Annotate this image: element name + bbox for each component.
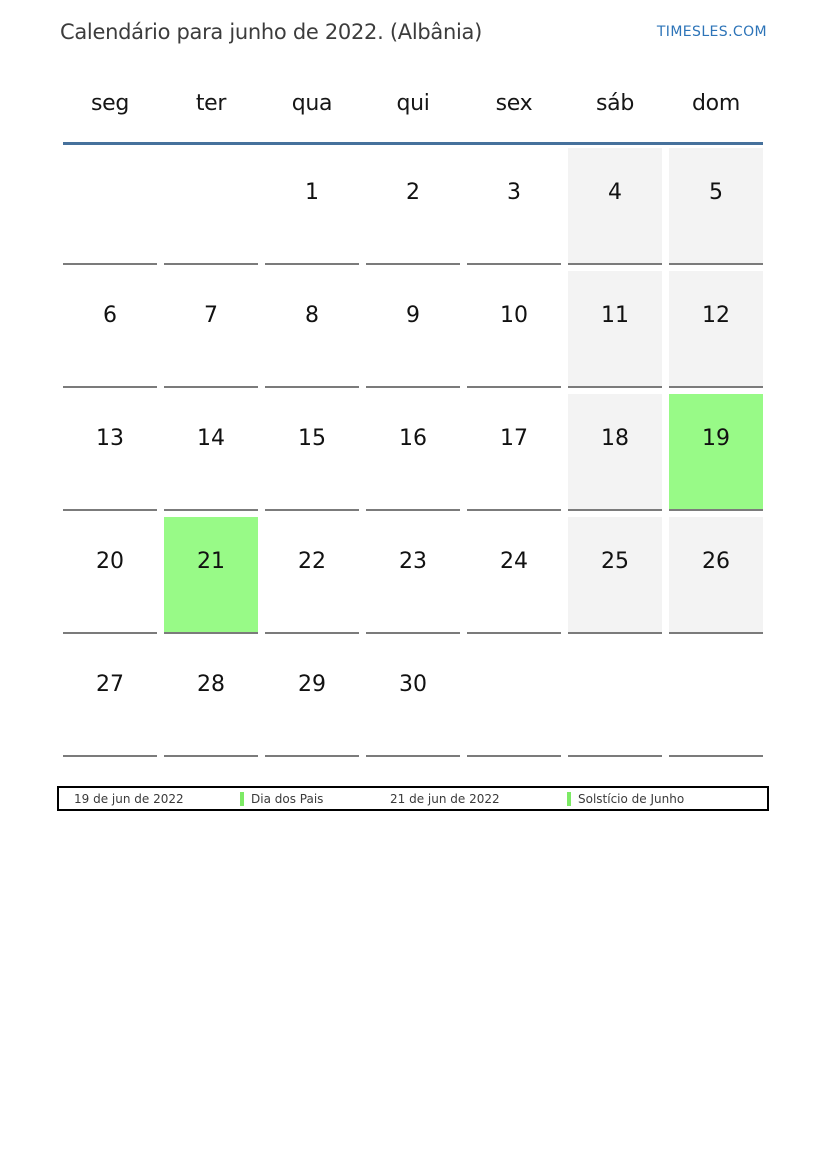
day-number [467, 640, 561, 672]
day-number: 6 [103, 303, 117, 328]
week-row [63, 517, 763, 640]
day-number [63, 148, 157, 180]
calendar-cell-day-27 [63, 640, 157, 757]
day-number: 23 [399, 549, 427, 574]
calendar-cell-day-8 [265, 271, 359, 388]
weekday-header-seg: seg [90, 90, 130, 116]
calendar [63, 85, 763, 763]
week-row [63, 271, 763, 394]
week-row [63, 148, 763, 271]
legend-date-text: 21 de jun de 2022 [390, 791, 500, 806]
legend-label [567, 788, 684, 809]
calendar-cell-day-26 [669, 517, 763, 634]
day-number: 21 [197, 549, 225, 574]
day-number: 12 [702, 303, 730, 328]
calendar-cell-day-7 [164, 271, 258, 388]
day-number: 1 [305, 180, 319, 205]
day-number: 30 [399, 672, 427, 697]
calendar-cell-day-4 [568, 148, 662, 265]
weekday-header-sex: sex [495, 90, 533, 116]
calendar-cell-day-19 [669, 394, 763, 511]
brand-link[interactable]: TIMESLES.COM [656, 24, 767, 40]
calendar-cell-day-18 [568, 394, 662, 511]
calendar-cell-day-30 [366, 640, 460, 757]
day-number: 15 [298, 426, 326, 451]
day-number: 22 [298, 549, 326, 574]
calendar-cell-day-10 [467, 271, 561, 388]
legend-label [240, 788, 323, 809]
day-number: 3 [507, 180, 521, 205]
day-number: 19 [702, 426, 730, 451]
header-divider [63, 142, 763, 145]
day-number: 25 [601, 549, 629, 574]
day-number: 26 [702, 549, 730, 574]
calendar-cell-day-28 [164, 640, 258, 757]
calendar-cell-day-2 [366, 148, 460, 265]
day-number: 11 [601, 303, 629, 328]
day-number: 8 [305, 303, 319, 328]
calendar-grid [63, 148, 763, 763]
event-marker-icon [567, 792, 571, 806]
week-row [63, 640, 763, 763]
calendar-cell-day-1 [265, 148, 359, 265]
calendar-cell-empty [467, 640, 561, 757]
day-number: 16 [399, 426, 427, 451]
calendar-cell-day-11 [568, 271, 662, 388]
day-number: 27 [96, 672, 124, 697]
day-number: 7 [204, 303, 218, 328]
legend [57, 786, 769, 811]
calendar-cell-day-16 [366, 394, 460, 511]
calendar-cell-day-9 [366, 271, 460, 388]
day-number: 18 [601, 426, 629, 451]
day-number: 2 [406, 180, 420, 205]
day-number: 4 [608, 180, 622, 205]
day-number: 14 [197, 426, 225, 451]
calendar-cell-day-14 [164, 394, 258, 511]
calendar-cell-empty [63, 148, 157, 265]
day-number: 17 [500, 426, 528, 451]
legend-date-text: 19 de jun de 2022 [74, 791, 184, 806]
weekday-header-qui: qui [396, 90, 430, 116]
calendar-cell-day-17 [467, 394, 561, 511]
day-number: 20 [96, 549, 124, 574]
day-number: 29 [298, 672, 326, 697]
day-number: 13 [96, 426, 124, 451]
calendar-cell-day-23 [366, 517, 460, 634]
day-number [669, 640, 763, 672]
calendar-cell-empty [568, 640, 662, 757]
calendar-cell-day-22 [265, 517, 359, 634]
weekday-header-sab: sáb [595, 90, 634, 116]
day-number: 28 [197, 672, 225, 697]
calendar-cell-day-13 [63, 394, 157, 511]
calendar-cell-day-29 [265, 640, 359, 757]
event-marker-icon [240, 792, 244, 806]
calendar-cell-empty [164, 148, 258, 265]
day-number: 24 [500, 549, 528, 574]
legend-label-text: Solstício de Junho [578, 791, 685, 806]
weekday-header-qua: qua [291, 90, 333, 116]
calendar-cell-empty [669, 640, 763, 757]
topbar [60, 18, 767, 46]
calendar-cell-day-6 [63, 271, 157, 388]
calendar-cell-day-24 [467, 517, 561, 634]
legend-label-text: Dia dos Pais [251, 791, 324, 806]
day-number: 10 [500, 303, 528, 328]
calendar-cell-day-20 [63, 517, 157, 634]
calendar-cell-day-21 [164, 517, 258, 634]
page-title: Calendário para junho de 2022. (Albânia) [60, 20, 482, 44]
legend-date [74, 788, 184, 809]
day-number: 9 [406, 303, 420, 328]
weekday-header-row [63, 85, 763, 121]
weekday-header-ter: ter [195, 90, 227, 116]
calendar-cell-day-25 [568, 517, 662, 634]
calendar-cell-day-3 [467, 148, 561, 265]
legend-date [390, 788, 500, 809]
calendar-cell-day-12 [669, 271, 763, 388]
week-row [63, 394, 763, 517]
weekday-header-dom: dom [692, 90, 740, 116]
day-number [164, 148, 258, 180]
calendar-cell-day-15 [265, 394, 359, 511]
day-number [568, 640, 662, 672]
day-number: 5 [709, 180, 723, 205]
calendar-cell-day-5 [669, 148, 763, 265]
